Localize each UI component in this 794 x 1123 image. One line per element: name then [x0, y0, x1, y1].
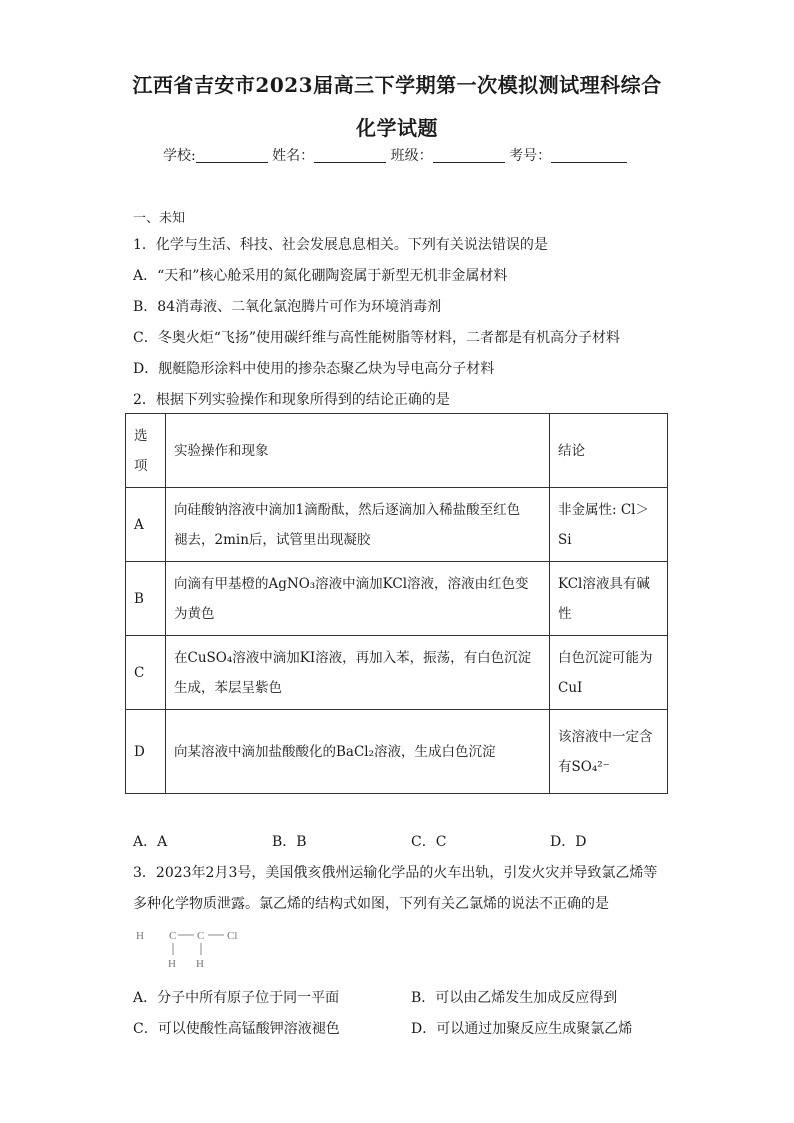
exam-title: 江西省吉安市2023届高三下学期第一次模拟测试理科综合	[132, 73, 662, 97]
operation-line1: 在CuSO₄溶液中滴加KI溶液，再加入苯，振荡，有白色沉淀	[174, 649, 532, 666]
name-label: 姓名：	[272, 148, 315, 164]
row-conclusion	[550, 488, 668, 562]
header-option-line2: 项	[134, 457, 148, 474]
q1-option-a: A．“天和”核心舱采用的氮化硼陶瓷属于新型无机非金属材料	[133, 268, 508, 284]
vinyl-chloride-structure	[136, 924, 266, 970]
row-option: B	[126, 562, 166, 636]
conclusion-line1: KCl溶液具有碱	[558, 575, 650, 592]
q2-choice-c[interactable]: C．C	[411, 834, 447, 850]
conclusion-line2: 有SO₄²⁻	[558, 758, 610, 775]
q1-option-b: B．84消毒液、二氧化氯泡腾片可作为环境消毒剂	[133, 299, 442, 315]
q1-option-d: D．舰艇隐形涂料中使用的掺杂态聚乙炔为导电高分子材料	[133, 361, 495, 377]
atom-h-left: H	[136, 930, 144, 942]
atom-h-bottom1: H	[168, 958, 176, 970]
atom-cl: Cl	[227, 930, 238, 942]
row-operation	[166, 488, 550, 562]
q2-choice-b[interactable]: B．B	[272, 834, 307, 850]
conclusion-line2: CuI	[558, 679, 583, 696]
q2-table	[125, 413, 668, 794]
q3-option-a[interactable]: A．分子中所有原子位于同一平面	[133, 990, 340, 1006]
atom-c1: C	[169, 930, 177, 942]
row-conclusion	[550, 562, 668, 636]
atom-c2: C	[197, 930, 205, 942]
q1-option-c: C．冬奥火炬“飞扬”使用碳纤维与高性能树脂等材料，二者都是有机高分子材料	[133, 330, 621, 346]
q1-stem: 1．化学与生活、科技、社会发展息息相关。下列有关说法错误的是	[133, 237, 548, 253]
row-option: A	[126, 488, 166, 562]
q3-stem-line2: 多种化学物质泄露。氯乙烯的结构式如图，下列有关乙氯烯的说法不正确的是	[133, 896, 609, 912]
conclusion-line1: 白色沉淀可能为	[558, 649, 653, 666]
class-blank[interactable]	[433, 148, 505, 163]
header-option	[126, 414, 166, 488]
table-row	[126, 636, 668, 710]
table-row	[126, 488, 668, 562]
row-option: C	[126, 636, 166, 710]
row-conclusion	[550, 636, 668, 710]
operation-line2: 生成，苯层呈紫色	[174, 679, 282, 696]
name-blank[interactable]	[314, 148, 386, 163]
exam-no-blank[interactable]	[551, 148, 627, 163]
q3-option-d[interactable]: D．可以通过加聚反应生成聚氯乙烯	[411, 1021, 633, 1037]
q3-option-c[interactable]: C．可以使酸性高锰酸钾溶液褪色	[133, 1021, 340, 1037]
school-label: 学校:	[163, 148, 196, 164]
q3-options-row2	[133, 1018, 632, 1038]
school-blank[interactable]	[196, 148, 268, 163]
class-label: 班级：	[390, 148, 433, 164]
conclusion-line1: 非金属性: Cl＞Si	[558, 501, 649, 548]
q2-choices	[133, 831, 586, 851]
header-conclusion: 结论	[550, 414, 668, 488]
q3-option-b[interactable]: B．可以由乙烯发生加成反应得到	[411, 990, 618, 1006]
conclusion-line1: 该溶液中一定含	[558, 728, 653, 745]
operation-line1: 向某溶液中滴加盐酸酸化的BaCl₂溶液，生成白色沉淀	[174, 743, 496, 760]
exam-no-label: 考号：	[509, 148, 552, 164]
header-operation: 实验操作和现象	[166, 414, 550, 488]
header-option-line1: 选	[134, 427, 148, 444]
q3-options-row1	[133, 987, 617, 1007]
exam-subtitle: 化学试题	[356, 116, 438, 140]
table-row	[126, 562, 668, 636]
section-title: 一、未知	[133, 211, 186, 226]
table-row	[126, 710, 668, 794]
q2-choice-a[interactable]: A．A	[133, 834, 168, 850]
operation-line1: 向硅酸钠溶液中滴加1滴酚酞，然后逐滴加入稀盐酸至红色	[174, 501, 521, 518]
row-operation	[166, 710, 550, 794]
operation-line1: 向滴有甲基橙的AgNO₃溶液中滴加KCl溶液，溶液由红色变	[174, 575, 529, 592]
row-conclusion	[550, 710, 668, 794]
q3-stem-line1: 3．2023年2月3号，美国俄亥俄州运输化学品的火车出轨，引发火灾并导致氯乙烯等	[133, 865, 658, 881]
row-operation	[166, 636, 550, 710]
atom-h-bottom2: H	[196, 958, 204, 970]
q2-choice-d[interactable]: D．D	[550, 834, 587, 850]
conclusion-line2: 性	[558, 605, 572, 622]
operation-line2: 为黄色	[174, 605, 215, 622]
row-operation	[166, 562, 550, 636]
q2-stem: 2．根据下列实验操作和现象所得到的结论正确的是	[133, 392, 450, 408]
student-info-row	[163, 145, 627, 165]
table-header-row	[126, 414, 668, 488]
row-option: D	[126, 710, 166, 794]
operation-line2: 褪去，2min后，试管里出现凝胶	[174, 531, 371, 548]
